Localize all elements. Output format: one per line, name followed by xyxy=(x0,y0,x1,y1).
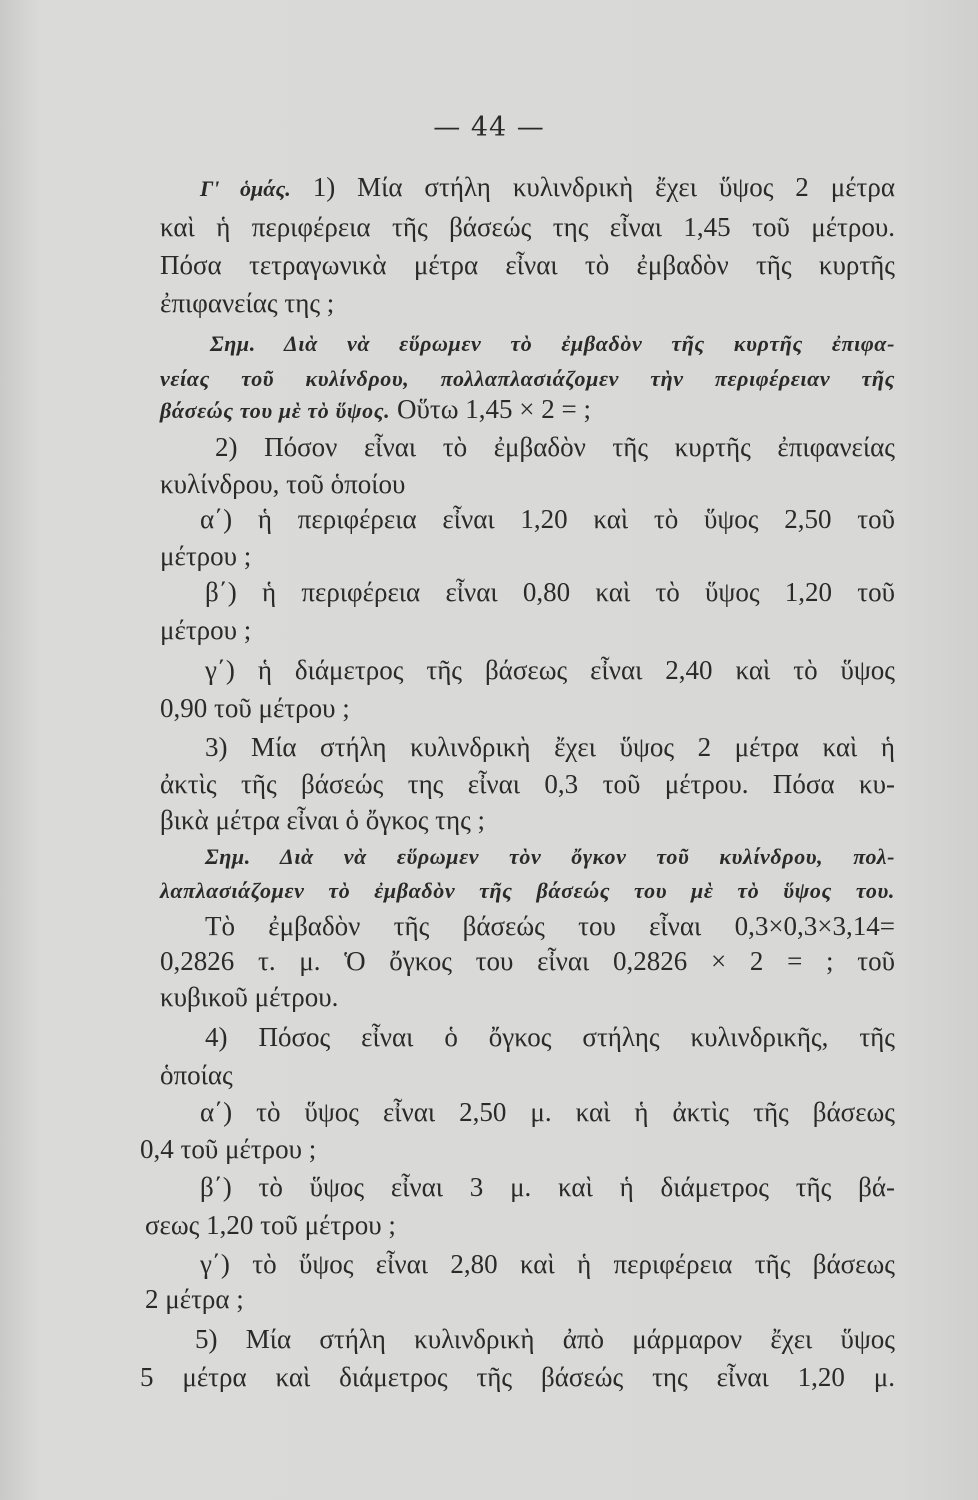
text-line xyxy=(205,907,895,945)
text-line xyxy=(210,323,895,363)
body-text: κυβικοῦ μέτρου. xyxy=(160,982,339,1012)
body-text: Οὕτω 1,45 × 2 = ; xyxy=(390,394,591,424)
body-text: β΄) τὸ ὕψος εἶναι 3 μ. καὶ ἡ διάμετρος τῆς βά- xyxy=(200,1172,895,1202)
text-line xyxy=(160,1056,895,1094)
body-text: ὁποίας xyxy=(160,1060,233,1090)
section-label: Γ' ὁμάς. xyxy=(200,176,291,201)
text-line xyxy=(195,1320,895,1358)
body-text: γ΄) τὸ ὕψος εἶναι 2,80 καὶ ἡ περιφέρεια τῆς βάσεως xyxy=(200,1249,895,1279)
body-text: Τὸ ἐμβαδὸν τῆς βάσεώς του εἶναι 0,3×0,3×3,14= xyxy=(205,911,895,941)
body-text: μέτρου ; xyxy=(160,541,252,571)
note-text: λαπλασιάζομεν τὸ ἐμβαδὸν τῆς βάσεώς του μὲ τὸ ὕψος του. xyxy=(160,878,895,903)
text-line xyxy=(160,765,895,803)
text-line xyxy=(215,428,895,466)
body-text: 3) Μία στήλη κυλινδρικὴ ἔχει ὕψος 2 μέτρα καὶ ἡ xyxy=(205,732,895,762)
text-line xyxy=(160,942,895,980)
body-text: 2 μέτρα ; xyxy=(145,1284,244,1314)
text-line xyxy=(145,1280,895,1318)
text-line xyxy=(160,978,895,1016)
text-line xyxy=(205,728,895,766)
body-text: ἀκτὶς τῆς βάσεώς της εἶναι 0,3 τοῦ μέτρου. Πόσα κυ- xyxy=(160,769,895,799)
page-number: — 44 — xyxy=(433,112,545,143)
text-line xyxy=(140,1358,895,1396)
text-line xyxy=(160,537,895,575)
body-text: 1) Μία στήλη κυλινδρικὴ ἔχει ὕψος 2 μέτρα xyxy=(290,172,895,202)
text-line xyxy=(205,1018,895,1056)
body-text: 5 μέτρα καὶ διάμετρος τῆς βάσεώς της εἶναι 1,20 μ. xyxy=(140,1362,895,1392)
text-line xyxy=(200,500,895,538)
text-line xyxy=(160,208,895,246)
body-text: 4) Πόσος εἶναι ὁ ὄγκος στήλης κυλινδρικῆς, τῆς xyxy=(205,1022,895,1052)
text-line xyxy=(145,1206,895,1244)
text-line xyxy=(160,611,895,649)
text-line xyxy=(205,651,895,689)
body-text: 5) Μία στήλη κυλινδρικὴ ἀπὸ μάρμαρον ἔχει ὕψος xyxy=(195,1324,895,1354)
text-line xyxy=(200,1093,895,1131)
text-line xyxy=(200,1245,895,1283)
body-text: βικὰ μέτρα εἶναι ὁ ὄγκος της ; xyxy=(160,805,486,835)
body-text: β΄) ἡ περιφέρεια εἶναι 0,80 καὶ τὸ ὕψος 1,20 τοῦ xyxy=(205,577,895,607)
note-text: Σημ. Διὰ νὰ εὕρωμεν τὸν ὄγκον τοῦ κυλίνδρου, πολ- xyxy=(205,844,895,869)
body-text: 2) Πόσον εἶναι τὸ ἐμβαδὸν τῆς κυρτῆς ἐπιφανείας xyxy=(215,432,895,462)
text-line xyxy=(200,168,895,208)
text-line xyxy=(160,390,895,430)
body-text: α΄) τὸ ὕψος εἶναι 2,50 μ. καὶ ἡ ἀκτὶς τῆς βάσεως xyxy=(200,1097,895,1127)
text-line xyxy=(200,1168,895,1206)
body-text: γ΄) ἡ διάμετρος τῆς βάσεως εἶναι 2,40 καὶ τὸ ὕψος xyxy=(205,655,895,685)
text-line xyxy=(160,284,895,322)
note-text: βάσεώς του μὲ τὸ ὕψος. xyxy=(160,398,391,423)
body-text: 0,2826 τ. μ. Ὁ ὄγκος του εἶναι 0,2826 × 2 = ; τοῦ xyxy=(160,946,895,976)
text-line xyxy=(140,1130,895,1168)
text-line xyxy=(160,870,895,910)
body-text: ἐπιφανείας της ; xyxy=(160,288,335,318)
body-text: 0,4 τοῦ μέτρου ; xyxy=(140,1134,317,1164)
body-text: μέτρου ; xyxy=(160,615,252,645)
body-text: σεως 1,20 τοῦ μέτρου ; xyxy=(145,1210,396,1240)
text-line xyxy=(160,801,895,839)
note-text: Σημ. Διὰ νὰ εὕρωμεν τὸ ἐμβαδὸν τῆς κυρτῆς ἐπιφα- xyxy=(210,331,895,356)
body-text: κυλίνδρου, τοῦ ὁποίου xyxy=(160,469,406,499)
body-text: καὶ ἡ περιφέρεια τῆς βάσεώς της εἶναι 1,45 τοῦ μέτρου. xyxy=(160,212,895,242)
text-line xyxy=(160,465,895,503)
text-line xyxy=(160,689,895,727)
body-text: Πόσα τετραγωνικὰ μέτρα εἶναι τὸ ἐμβαδὸν τῆς κυρτῆς xyxy=(160,250,895,280)
body-text: 0,90 τοῦ μέτρου ; xyxy=(160,693,350,723)
note-text: νείας τοῦ κυλίνδρου, πολλαπλασιάζομεν τὴν περιφέρειαν τῆς xyxy=(160,366,895,391)
body-text: α΄) ἡ περιφέρεια εἶναι 1,20 καὶ τὸ ὕψος 2,50 τοῦ xyxy=(200,504,895,534)
text-line xyxy=(205,573,895,611)
text-line xyxy=(160,246,895,284)
